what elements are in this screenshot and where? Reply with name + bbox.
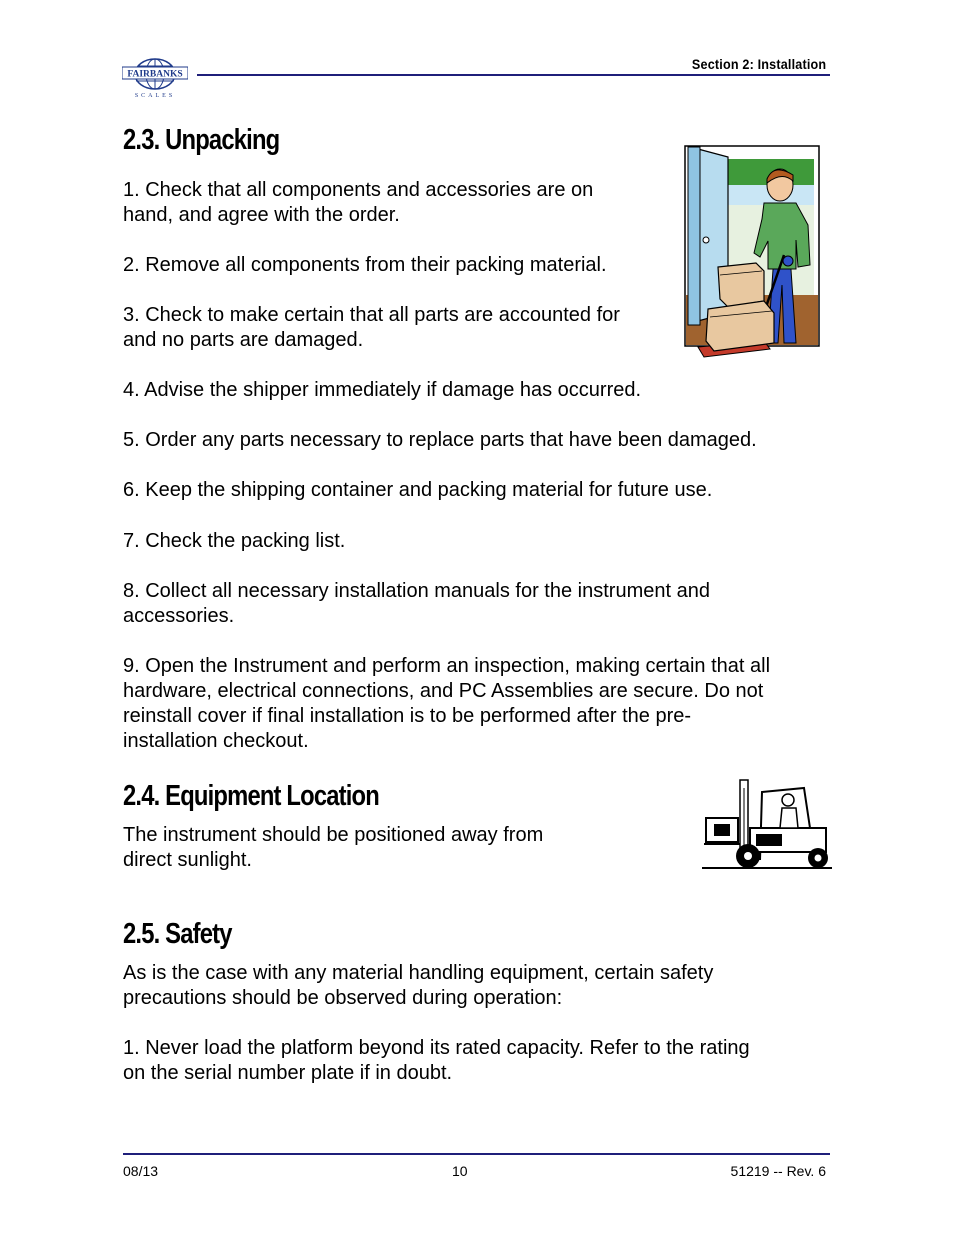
safety-item-1: 1. Never load the platform beyond its rated capacity. Refer to the rating on the serial number plate if in doubt. [123,1037,750,1084]
page-number: 10 [452,1163,468,1179]
section-label: Section 2: Installation [691,56,826,72]
unpacking-item-3: 3. Check to make certain that all parts are accounted for and no parts are damaged. [123,304,620,351]
heading-equipment-location: 2.4. Equipment Location [123,780,379,812]
unpacking-item-9: 9. Open the Instrument and perform an inspection, making certain that all hardware, electrical connections, and PC Assemblies are secure. Do not reinstall cover if final installation is to be performed after the pre- installation checkout. [123,655,771,752]
heading-safety: 2.5. Safety [123,918,232,950]
logo-text: FAIRBANKS [127,69,183,80]
heading-unpacking: 2.3. Unpacking [123,124,280,156]
fairbanks-logo [122,54,188,100]
unpacking-item-8: 8. Collect all necessary installation manuals for the instrument and accessories. [123,580,710,627]
footer-doc-number: 51219 -- Rev. 6 [730,1163,826,1179]
safety-intro: As is the case with any material handling equipment, certain safety precautions should be observed during operation: [123,962,714,1009]
footer-rule [123,1153,830,1155]
unpacking-item-6: 6. Keep the shipping container and packing material for future use. [123,479,713,501]
equipment-location-text: The instrument should be positioned away from direct sunlight. [123,824,544,871]
unpacking-item-5: 5. Order any parts necessary to replace parts that have been damaged. [123,429,757,451]
logo-subtext: SCALES [134,93,176,99]
forklift-illustration [700,778,834,872]
footer-date: 08/13 [123,1163,159,1179]
unpacking-item-2: 2. Remove all components from their packing material. [123,254,607,276]
unpacking-item-7: 7. Check the packing list. [123,530,346,552]
unpacking-item-1: 1. Check that all components and accessories are on hand, and agree with the order. [123,179,594,226]
header-rule [197,74,830,76]
unpacking-item-4: 4. Advise the shipper immediately if damage has occurred. [123,379,642,401]
delivery-man-illustration [684,145,820,359]
